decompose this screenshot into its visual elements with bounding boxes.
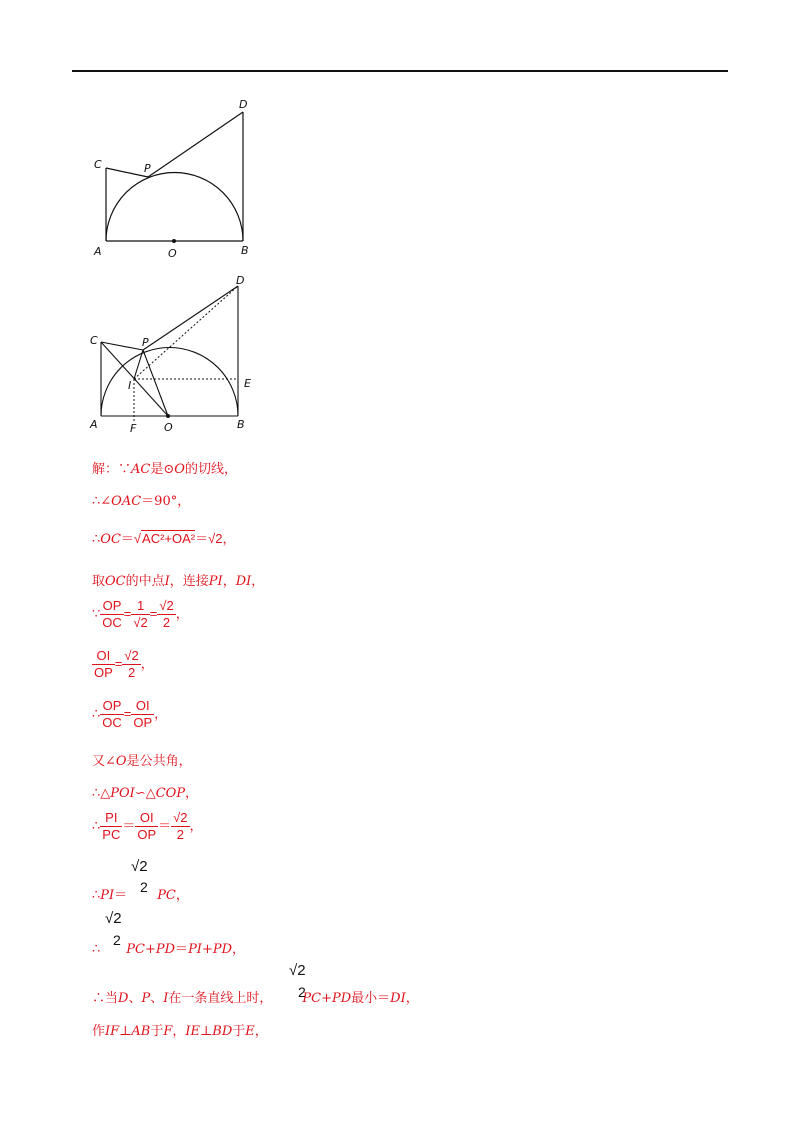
denominator-two: 2 [298, 984, 306, 1000]
solution-line-7: ∴ $\frac{OP}{OC}$ = $\frac{OI}{OP}$ ， [92, 698, 168, 730]
label-C: C [90, 334, 98, 347]
fraction: $\frac{1}{√2}$ [133, 598, 148, 630]
figure-1-diagram [90, 94, 260, 264]
label-B: B [241, 244, 249, 257]
denominator-two: 2 [113, 932, 121, 948]
solution-line-8: 又∠O是公共角， [92, 754, 192, 769]
label-I: I [128, 379, 132, 392]
fraction: $\frac{√2}{2}$ [159, 598, 174, 630]
label-P: P [144, 162, 151, 175]
label-D: D [236, 274, 245, 287]
fraction: $\frac{√2}{2}$ [124, 648, 139, 680]
fraction: $\frac{OP}{OC}$ [102, 598, 122, 630]
semicircle [106, 173, 243, 241]
solution-line-14: 作IF⊥AB于F，IE⊥BD于E， [92, 1024, 268, 1039]
segment-DI [134, 286, 238, 379]
label-A: A [94, 245, 102, 258]
label-A: A [90, 418, 98, 431]
fraction: $\frac{PI}{PC}$ [102, 810, 121, 842]
semicircle [101, 348, 238, 417]
center-point-O [166, 414, 170, 418]
figure-2-diagram [86, 270, 266, 440]
solution-line-6: $\frac{OI}{OP}$ = $\frac{√2}{2}$ ， [94, 648, 154, 680]
label-F: F [130, 422, 137, 435]
solution-line-5: ∵ $\frac{OP}{OC}$ = $\frac{1}{√2}$ = $\frac{√2}{2}$ ， [92, 598, 189, 630]
label-O: O [168, 247, 177, 260]
fraction: $\frac{√2}{2}$ [173, 810, 188, 842]
solution-line-4: 取OC的中点I，连接PI，DI， [92, 574, 265, 589]
header-rule [72, 70, 728, 72]
sqrt-two: √2 [131, 858, 148, 875]
label-P: P [142, 336, 149, 349]
solution-line-3: ∴OC＝√AC²+OA²＝√2， [92, 531, 236, 547]
label-D: D [239, 98, 248, 111]
fraction: $\frac{OP}{OC}$ [102, 698, 122, 730]
solution-line-10: ∴ $\frac{PI}{PC}$ ＝ $\frac{OI}{OP}$ ＝ $\frac{√2}{2}$ ， [92, 810, 203, 842]
label-B: B [237, 418, 245, 431]
fraction: $\frac{OI}{OP}$ [137, 810, 157, 842]
label-O: O [164, 421, 173, 434]
fraction: $\frac{OI}{OP}$ [133, 698, 153, 730]
solution-line-9: ∴△POI∽△COP， [92, 786, 199, 801]
denominator-two: 2 [140, 879, 148, 895]
sqrt-two: √2 [105, 910, 122, 927]
segment-PD [148, 112, 243, 177]
center-point-O [172, 239, 176, 243]
segment-PD [143, 286, 238, 350]
solution-line-2: ∴∠OAC＝90°， [92, 494, 191, 509]
solution-line-1: 解：∵AC是⊙O的切线， [92, 462, 237, 477]
segment-CP [106, 168, 148, 177]
fraction: $\frac{OI}{OP}$ [94, 648, 113, 680]
sqrt-expression: √AC²+OA² [133, 531, 196, 546]
label-C: C [94, 158, 102, 171]
sqrt-two: √2 [289, 962, 306, 979]
label-E: E [244, 377, 251, 390]
